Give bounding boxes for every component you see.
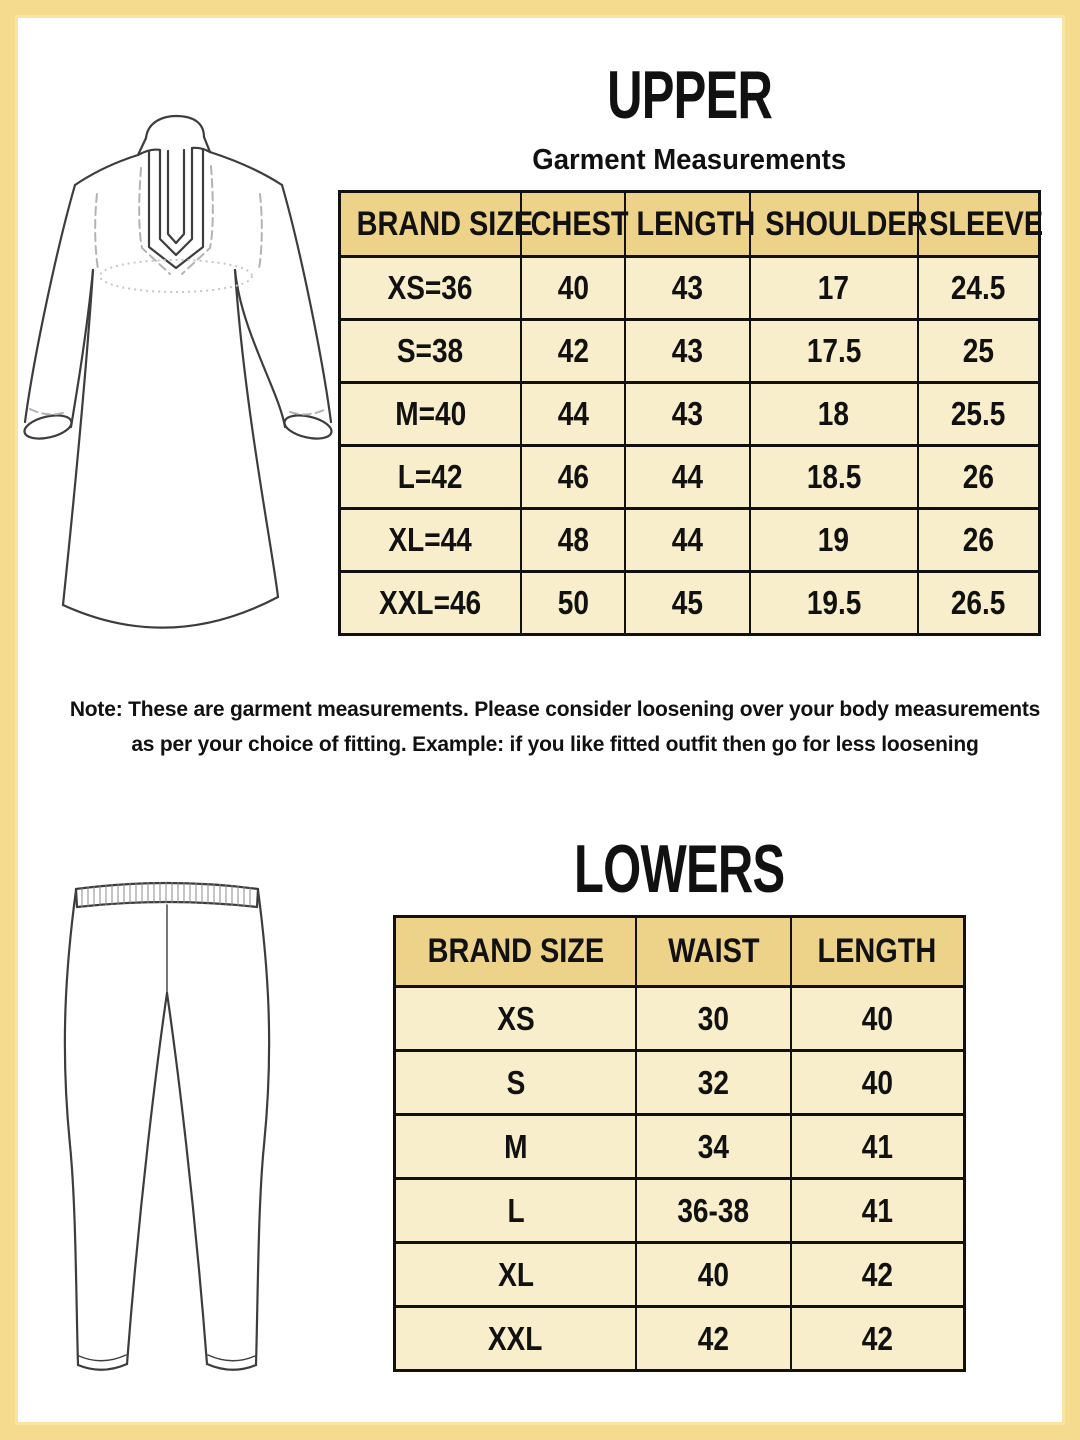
- table-row: [395, 1115, 965, 1179]
- table-cell-text: 18.5: [806, 458, 861, 495]
- table-cell-text: 43: [671, 332, 703, 369]
- upper-subtitle-text: Garment Measurements: [532, 144, 847, 176]
- table-cell-text: 25: [962, 332, 994, 369]
- lowers-section-title: [393, 831, 966, 907]
- table-cell-text: L=42: [398, 458, 463, 495]
- upper-size-table: [338, 190, 1041, 636]
- table-cell: [750, 257, 918, 320]
- table-header-cell: [636, 917, 790, 987]
- table-cell: [791, 1115, 965, 1179]
- table-cell-text: XXL=46: [379, 584, 482, 621]
- table-cell-text: 26: [962, 458, 994, 495]
- table-cell: [750, 572, 918, 635]
- table-header-cell: [340, 192, 534, 257]
- table-header-cell-text: BRAND SIZE: [427, 932, 604, 970]
- table-header-row: [340, 192, 1040, 257]
- table-cell: [918, 257, 1040, 320]
- table-cell: [918, 383, 1040, 446]
- table-header-cell: [395, 917, 637, 987]
- table-cell: [521, 509, 625, 572]
- measurement-note: [55, 692, 1055, 762]
- table-cell-text: 42: [557, 332, 589, 369]
- table-cell-text: M=40: [394, 395, 466, 432]
- table-row: [340, 383, 1040, 446]
- table-cell-text: 25.5: [951, 395, 1006, 432]
- table-header-cell-text: BRAND SIZE: [356, 204, 534, 243]
- table-cell: [521, 446, 625, 509]
- table-cell-text: 24.5: [951, 269, 1006, 306]
- table-cell: [340, 446, 521, 509]
- table-cell-text: 41: [861, 1127, 893, 1165]
- table-cell: [521, 572, 625, 635]
- table-cell: [750, 509, 918, 572]
- table-cell: [791, 1179, 965, 1243]
- table-cell: [395, 1179, 637, 1243]
- table-cell: [395, 1307, 637, 1371]
- table-cell-text: M: [503, 1127, 528, 1165]
- table-cell-text: 44: [671, 458, 703, 495]
- table-cell: [918, 446, 1040, 509]
- table-header-cell: [625, 192, 756, 257]
- table-cell-text: 40: [557, 269, 589, 306]
- table-cell: [636, 1307, 790, 1371]
- table-row: [340, 572, 1040, 635]
- table-cell: [625, 572, 750, 635]
- table-cell: [521, 320, 625, 383]
- table-row: [340, 320, 1040, 383]
- table-cell: [918, 509, 1040, 572]
- table-cell: [750, 320, 918, 383]
- table-cell: [636, 1243, 790, 1307]
- table-cell-text: 30: [697, 999, 730, 1037]
- table-cell: [395, 1243, 637, 1307]
- table-cell: [395, 1051, 637, 1115]
- table-cell-text: 42: [697, 1319, 730, 1357]
- lowers-title-text: LOWERS: [574, 831, 785, 907]
- table-cell: [395, 1115, 637, 1179]
- table-cell-text: S: [506, 1063, 525, 1101]
- table-cell: [395, 987, 637, 1051]
- table-header-cell-text: CHEST: [530, 204, 629, 243]
- table-cell: [625, 320, 750, 383]
- table-cell: [791, 1307, 965, 1371]
- table-header-cell-text: WAIST: [667, 932, 760, 970]
- table-cell: [636, 1051, 790, 1115]
- table-header-cell: [521, 192, 629, 257]
- table-cell-text: XL=44: [388, 521, 473, 558]
- table-cell: [340, 383, 521, 446]
- table-cell-text: 17: [818, 269, 850, 306]
- table-cell: [521, 383, 625, 446]
- note-line-1: Note: These are garment measurements. Please consider loosening over your body measurements: [69, 698, 1041, 721]
- table-header-cell-text: SLEEVE: [928, 204, 1043, 243]
- table-cell: [750, 446, 918, 509]
- table-cell-text: 18: [818, 395, 850, 432]
- table-cell: [340, 509, 521, 572]
- table-header-cell: [918, 192, 1043, 257]
- table-row: [340, 509, 1040, 572]
- table-cell-text: 45: [671, 584, 703, 621]
- table-cell-text: 46: [557, 458, 589, 495]
- table-cell-text: XXL: [488, 1319, 543, 1357]
- table-cell: [340, 572, 521, 635]
- table-row: [395, 1307, 965, 1371]
- table-cell-text: 42: [861, 1319, 893, 1357]
- table-cell-text: 43: [671, 269, 703, 306]
- lowers-size-table: [393, 915, 966, 1372]
- table-row: [395, 987, 965, 1051]
- table-cell-text: 19.5: [806, 584, 861, 621]
- table-cell-text: XS: [496, 999, 535, 1037]
- table-cell-text: 43: [671, 395, 703, 432]
- table-header-cell-text: LENGTH: [817, 932, 937, 970]
- upper-section-subtitle: [338, 144, 1041, 177]
- table-cell-text: 26: [962, 521, 994, 558]
- table-cell: [625, 383, 750, 446]
- table-cell-text: 32: [697, 1063, 730, 1101]
- table-header-cell-text: SHOULDER: [764, 204, 928, 243]
- note-line-2: as per your choice of fitting. Example: if you like fitted outfit then go for less loosening: [131, 733, 979, 756]
- table-cell-text: 48: [557, 521, 589, 558]
- table-cell-text: 50: [557, 584, 589, 621]
- table-cell: [791, 987, 965, 1051]
- table-row: [340, 446, 1040, 509]
- table-cell: [918, 572, 1040, 635]
- upper-title-text: UPPER: [606, 57, 773, 133]
- table-cell: [918, 320, 1040, 383]
- table-cell: [340, 320, 521, 383]
- table-cell-text: 36-38: [677, 1191, 750, 1229]
- table-header-cell-text: LENGTH: [636, 204, 756, 243]
- table-cell-text: 41: [861, 1191, 893, 1229]
- upper-section-title: [338, 57, 1041, 133]
- table-cell: [340, 257, 521, 320]
- table-header-cell: [750, 192, 928, 257]
- table-cell-text: 40: [861, 1063, 893, 1101]
- table-cell-text: 40: [861, 999, 893, 1037]
- table-cell: [636, 987, 790, 1051]
- table-cell: [625, 446, 750, 509]
- table-cell-text: 44: [557, 395, 589, 432]
- table-row: [395, 1051, 965, 1115]
- table-cell-text: 17.5: [806, 332, 861, 369]
- table-cell-text: XL: [497, 1255, 534, 1293]
- table-cell-text: 26.5: [951, 584, 1006, 621]
- table-cell-text: 42: [861, 1255, 893, 1293]
- table-cell: [625, 509, 750, 572]
- table-cell-text: L: [507, 1191, 525, 1229]
- table-row: [395, 1243, 965, 1307]
- table-cell: [791, 1051, 965, 1115]
- table-cell: [625, 257, 750, 320]
- kurta-outline-icon: [8, 106, 348, 656]
- table-cell: [750, 383, 918, 446]
- table-cell-text: S=38: [397, 332, 464, 369]
- table-cell: [636, 1115, 790, 1179]
- table-cell: [521, 257, 625, 320]
- table-cell: [791, 1243, 965, 1307]
- table-header-cell: [791, 917, 965, 987]
- table-cell: [636, 1179, 790, 1243]
- table-cell-text: XS=36: [387, 269, 473, 306]
- table-row: [340, 257, 1040, 320]
- table-header-row: [395, 917, 965, 987]
- table-cell-text: 40: [697, 1255, 730, 1293]
- table-cell-text: 19: [818, 521, 850, 558]
- table-row: [395, 1179, 965, 1243]
- table-cell-text: 34: [697, 1127, 730, 1165]
- table-cell-text: 44: [671, 521, 703, 558]
- pants-outline-icon: [50, 875, 280, 1395]
